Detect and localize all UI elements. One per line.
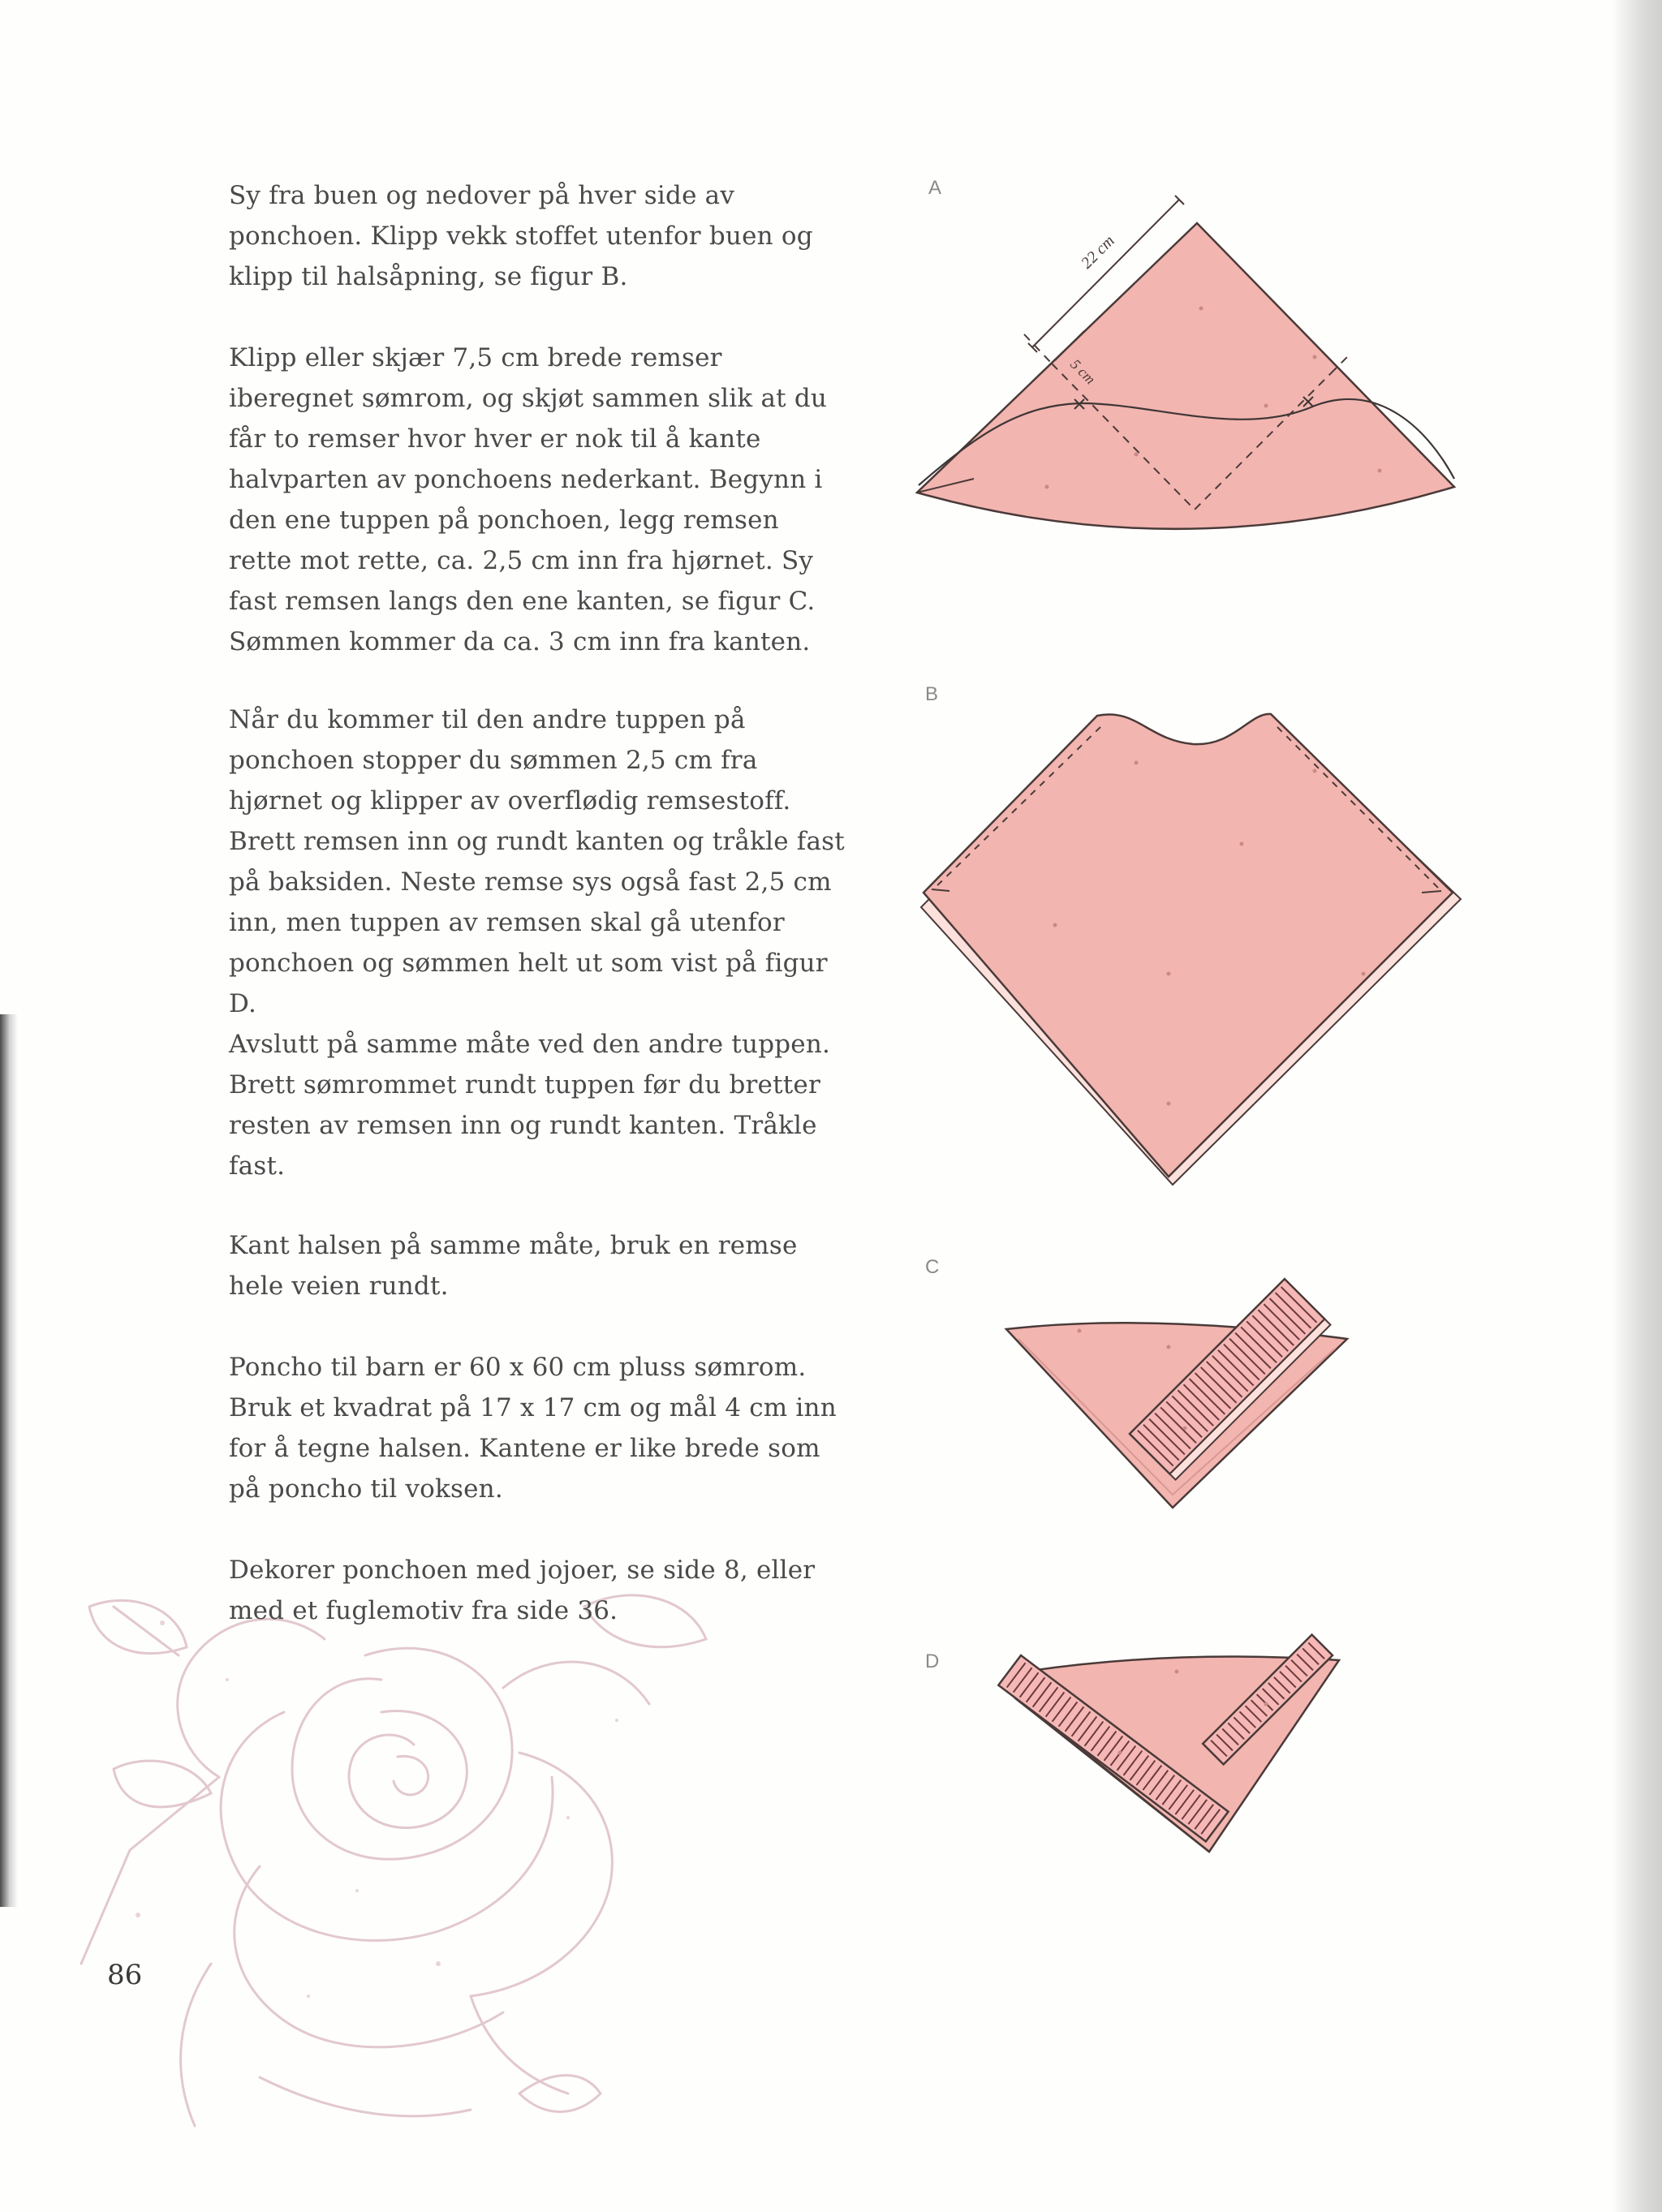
- instruction-paragraph-1: Sy fra buen og nedover på hver side av ponchoen. Klipp vekk stoffet utenfor buen og klipp til halsåpning, se figur B.: [229, 181, 813, 291]
- instruction-paragraph-3: Når du kommer til den andre tuppen på ponchoen stopper du sømmen 2,5 cm fra hjørnet og klipper av overflødig remsestoff. Brett remsen inn og rundt kanten og tråkle fast på baksiden. Neste remse sys også fast 2,5 cm inn, men tuppen av remsen skal gå utenfor ponchoen og sømmen helt ut som vist på figur D.: [229, 705, 845, 1018]
- figure-c-diagram: [998, 1274, 1371, 1517]
- instruction-paragraph-4: Avslutt på samme måte ved den andre tuppen. Brett sømrommet rundt tuppen før du bretter resten av remsen inn og rundt kanten. Tråkle fast.: [229, 1030, 831, 1181]
- figure-a-diagram: [909, 187, 1493, 568]
- figure-label-b: B: [925, 683, 939, 705]
- binding-shadow: [0, 1014, 18, 1907]
- figure-label-a: A: [928, 177, 942, 199]
- figure-d-diagram: [998, 1631, 1371, 1866]
- page-number: 86: [107, 1959, 143, 1991]
- instruction-paragraph-6: Poncho til barn er 60 x 60 cm pluss sømrom. Bruk et kvadrat på 17 x 17 cm og mål 4 cm inn for å tegne halsen. Kantene er like brede som på poncho til voksen.: [229, 1353, 837, 1504]
- measurement-5cm: 5 cm: [1067, 355, 1099, 388]
- instruction-paragraph-5: Kant halsen på samme måte, bruk en remse hele veien rundt.: [229, 1231, 798, 1301]
- instruction-paragraph-2: Klipp eller skjær 7,5 cm brede remser iberegnet sømrom, og skjøt sammen slik at du får to remser hvor hver er nok til å kante halvparten av ponchoens nederkant. Begynn i den ene tuppen på ponchoen, legg remsen rette mot rette, ca. 2,5 cm inn fra hjørnet. Sy fast remsen langs den ene kanten, se figur C. Sømmen kommer da ca. 3 cm inn fra kanten.: [229, 343, 828, 656]
- figure-label-d: D: [925, 1650, 940, 1672]
- figure-b-diagram: [909, 706, 1493, 1193]
- page-edge-shadow: [1612, 0, 1662, 2212]
- measurement-22cm: 22 cm: [1077, 231, 1118, 273]
- figure-label-c: C: [925, 1256, 940, 1278]
- instruction-paragraph-7: Dekorer ponchoen med jojoer, se side 8, eller med et fuglemotiv fra side 36.: [229, 1556, 816, 1625]
